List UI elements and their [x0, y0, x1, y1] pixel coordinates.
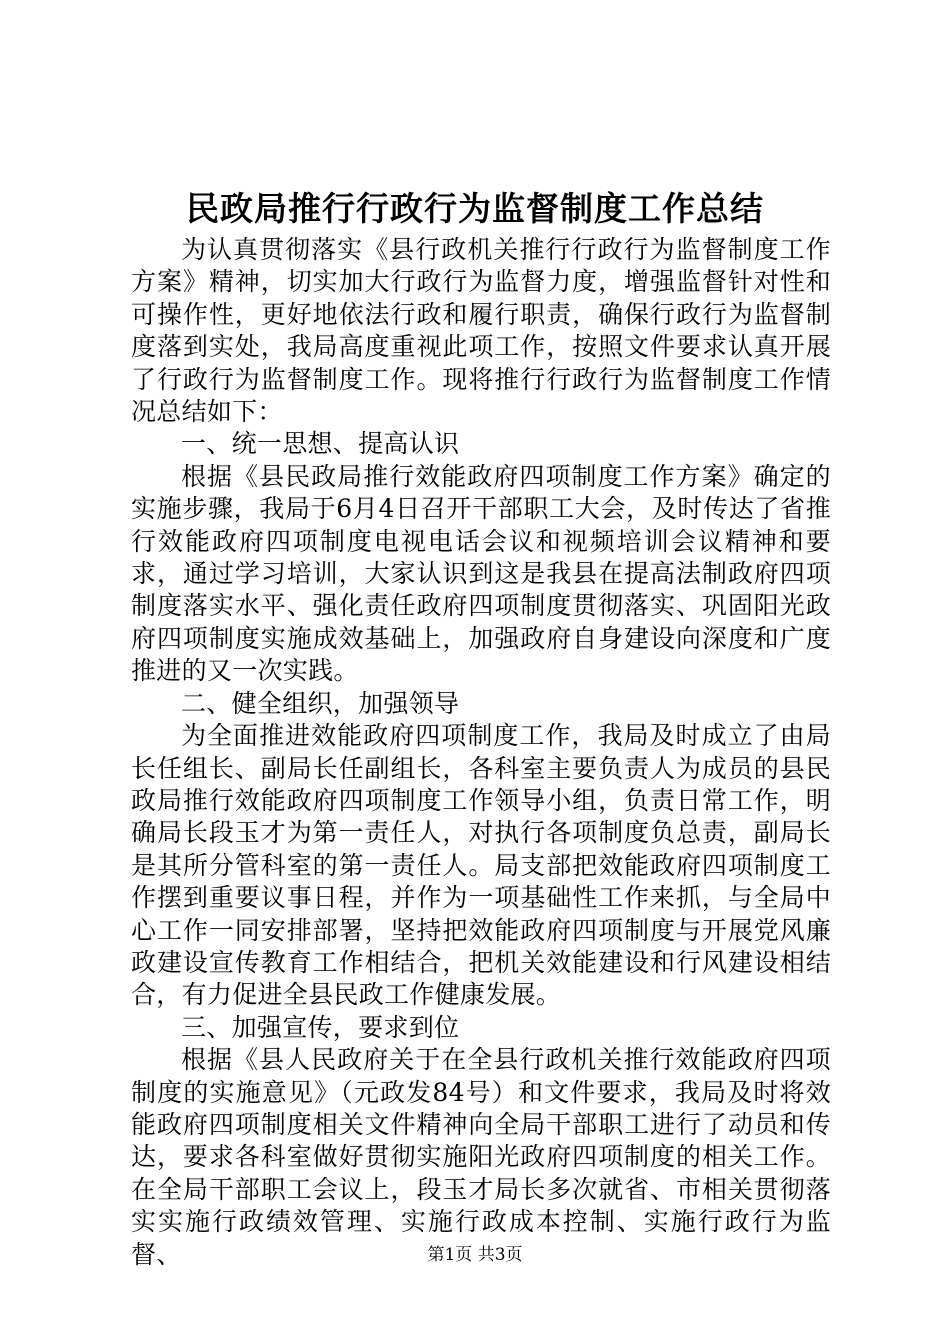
section-heading-2: 二、健全组织，加强领导 — [181, 688, 460, 718]
section-paragraph-3: 根据《县人民政府关于在全县行政机关推行效能政府四项制度的实施意见》（元政发84号）和文件要求，我局及时将效能政府四项制度相关文件精神向全局干部职工进行了动员和传达，要求各科室做好贯彻实施阳光政府四项制度的相关工作。在全局干部职工会议上，段玉才局长多次就省、市相关贯彻落实实施行政绩效管理、实施行政成本控制、实施行政行为监督、 — [131, 1045, 831, 1269]
document-body — [131, 234, 831, 1271]
document-title: 民政局推行行政行为监督制度工作总结 — [186, 189, 764, 228]
section-paragraph-1: 根据《县民政局推行效能政府四项制度工作方案》确定的实施步骤，我局于6月4日召开干部职工大会，及时传达了省推行效能政府四项制度电视电话会议和视频培训会议精神和要求，通过学习培训，大家认识到这是我县在提高法制政府四项制度落实水平、强化责任政府四项制度贯彻落实、巩固阳光政府四项制度实施成效基础上，加强政府自身建设向深度和广度推进的又一次实践。 — [131, 461, 831, 686]
section-paragraph-2: 为全面推进效能政府四项制度工作，我局及时成立了由局长任组长、副局长任副组长，各科室主要负责人为成员的县民政局推行效能政府四项制度工作领导小组，负责日常工作，明确局长段玉才为第一责任人，对执行各项制度负总责，副局长是其所分管科室的第一责任人。局支部把效能政府四项制度工作摆到重要议事日程，并作为一项基础性工作来抓，与全局中心工作一同安排部署，坚持把效能政府四项制度与开展党风廉政建设宣传教育工作相结合，把机关效能建设和行风建设相结合，有力促进全县民政工作健康发展。 — [131, 721, 831, 1010]
section-heading-3: 三、加强宣传，要求到位 — [181, 1012, 460, 1042]
section-heading-1: 一、统一思想、提高认识 — [181, 429, 460, 459]
page-number-footer: 第1页 共3页 — [427, 1245, 523, 1265]
intro-paragraph: 为认真贯彻落实《县行政机关推行行政行为监督制度工作方案》精神，切实加大行政行为监督力度，增强监督针对性和可操作性，更好地依法行政和履行职责，确保行政行为监督制度落到实处，我局高度重视此项工作，按照文件要求认真开展了行政行为监督制度工作。现将推行行政行为监督制度工作情况总结如下： — [131, 235, 831, 427]
